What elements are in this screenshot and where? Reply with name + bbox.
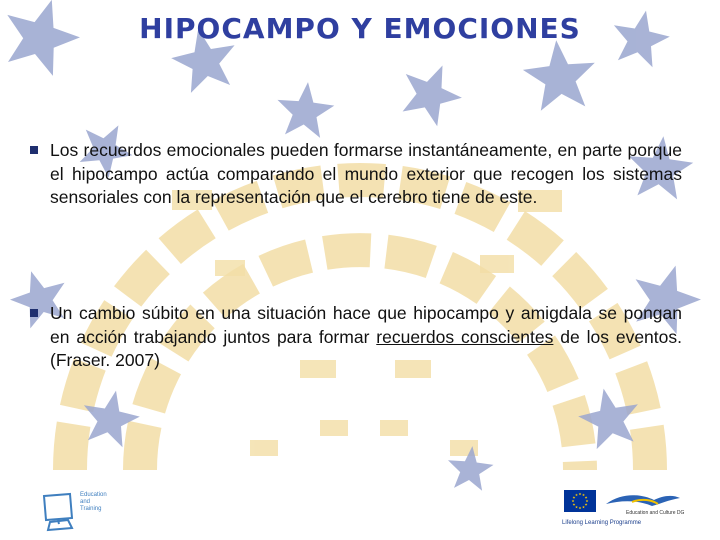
logo-left-caption — [80, 492, 107, 513]
page-title: HIPOCAMPO Y EMOCIONES — [139, 12, 581, 45]
education-training-logo — [38, 490, 118, 534]
underlined-term: recuerdos conscientes — [376, 326, 554, 347]
background-star-icon — [278, 82, 335, 138]
bullet-item — [30, 302, 682, 373]
background-star-icon — [523, 40, 595, 111]
bullet-text — [50, 302, 682, 373]
eu-caption: Education and Culture DG — [626, 510, 685, 516]
programme-name: Lifelong Learning Programme — [562, 520, 642, 526]
square-bullet-icon — [30, 309, 38, 317]
bullet-text: Los recuerdos emocionales pueden formarse instantáneamente, en parte porque el hipocampo actúa comparando el mundo exterior que recogen los sistemas sensoriales con la representación que el cerebro tiene de este. — [50, 140, 682, 207]
lifelong-learning-logo — [558, 486, 698, 532]
square-bullet-icon — [30, 146, 38, 154]
logo-line: Training — [80, 506, 102, 512]
logo-line: and — [80, 499, 91, 505]
bullet-text-part: Un cambio súbito en una situación hace que hipocampo y amigdala se pongan en acción trabajando juntos para formar — [50, 303, 682, 347]
llp-bird-icon — [602, 488, 682, 510]
bullet-item — [30, 139, 682, 210]
eu-flag-icon — [564, 490, 596, 512]
computer-monitor-icon — [38, 490, 80, 534]
background-star-icon — [403, 66, 462, 127]
logo-line: Education — [80, 492, 107, 498]
bullet-text-part: de los eventos. (Fraser. 2007) — [50, 326, 682, 370]
